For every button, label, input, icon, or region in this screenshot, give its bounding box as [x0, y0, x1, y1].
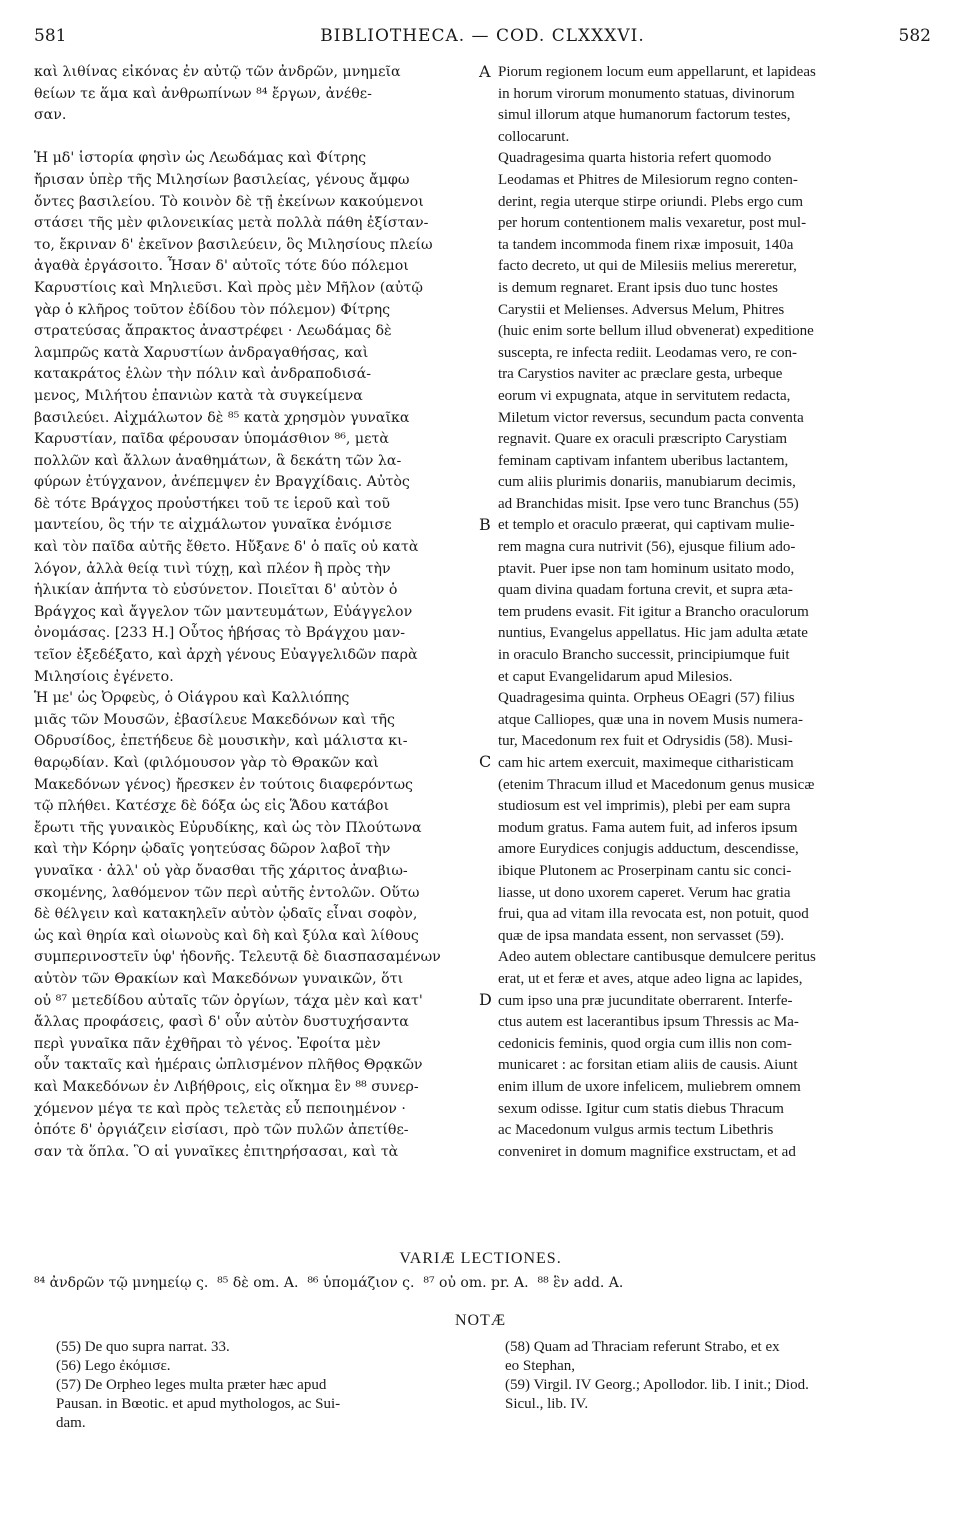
- greek-text-line: λαμπρῶς κατὰ Χαρυστίων ἀνδραγαθήσας, καὶ: [34, 344, 369, 361]
- greek-text-line: καὶ τὸν παῖδα αὐτῆς ἔθετο. Ηὔξανε δ' ὁ παῖς οὐ κατὰ: [34, 539, 419, 556]
- greek-text-line: μιᾶς τῶν Μουσῶν, ἐβασίλευε Μακεδόνων καὶ τῆς: [34, 711, 395, 728]
- latin-text-line: cum aliis plurimis donariis, manubiarum decimis,: [498, 474, 796, 491]
- greek-text-line: σαν.: [34, 107, 67, 124]
- latin-text-line: erat, ut et feræ et aves, atque adeo ligna ac lapides,: [498, 970, 803, 987]
- note-line: Pausan. in Bœotic. et apud mythologos, ac Sui-: [56, 1396, 341, 1412]
- latin-text-line: et templo et oraculo præerat, qui captivam mulie-: [498, 517, 795, 534]
- latin-text-line: feminam captivam infantem uberibus lactantem,: [498, 452, 789, 469]
- greek-text-line: στάσει τῆς μὲν φιλονεικίας μετὰ πολλὰ πάθη ἐξίσταν-: [34, 215, 429, 232]
- greek-text-line: ὡς καὶ θηρία καὶ οἰωνοὺς καὶ δὴ καὶ ξύλα καὶ λίθους: [34, 927, 419, 944]
- greek-text-line: λόγον, ἀλλὰ θείᾳ τινὶ τύχῃ, καὶ πλέον ἢ πρὸς τὴν: [34, 560, 391, 577]
- greek-text-line: τεῖον ἐξεδέξατο, καὶ ἀρχὴ γένους Εὐαγγελιδῶν παρὰ: [34, 647, 418, 664]
- greek-text-line: γυναῖκα · ἀλλ' οὐ γὰρ ὄνασθαι τῆς χάριτος ἀναβιω-: [34, 862, 408, 879]
- greek-text-line: συμπερινοστεῖν ὑφ' ἡδονῆς. Τελευτᾷ δὲ διασπασαμένων: [34, 949, 441, 966]
- section-marker: D: [479, 990, 492, 1009]
- greek-text-line: δὲ τότε Βράγχος προὐστήκει τοῦ τε ἱεροῦ καὶ τοῦ: [34, 495, 391, 512]
- greek-text-line: Ἡ με' ὡς Ὀρφεὺς, ὁ Οἰάγρου καὶ Καλλιόπης: [34, 690, 350, 707]
- greek-text-line: γὰρ ὁ κλῆρος τοῦτον ἐδίδου τὸν πόλεμον) Φίτρης: [34, 301, 391, 318]
- latin-text-line: ibique Plutonem ac Proserpinam cantu sic conci-: [498, 862, 792, 879]
- greek-text-line: σκομένης, λαθόμενον τῶν περὶ αὐτῆς ἐντολῶν. Οὕτω: [34, 884, 420, 901]
- greek-text-line: φύρων ἐτύγχανον, ἀνέπεμψεν ἐν Βραγχίδαις. Αὐτὸς: [34, 474, 410, 491]
- greek-text-line: ἔρωτι τῆς γυναικὸς Εὐρυδίκης, καὶ ὡς τὸν Πλούτωνα: [34, 819, 422, 836]
- section-marker: A: [479, 62, 491, 81]
- greek-text-line: ἡλικίαν ἀπήντα τὸ εὐσύνετον. Ποιεῖται δ' αὐτὸν ὁ: [34, 582, 398, 599]
- variae-lectiones-title: VARIÆ LECTIONES.: [399, 1250, 562, 1267]
- latin-text-line: Piorum regionem locum eum appellarunt, et lapideas: [498, 64, 816, 80]
- greek-text-line: οὖν τακταῖς καὶ ἡμέραις ὡπλισμένον πλῆθος Θρᾳκῶν: [34, 1057, 423, 1074]
- greek-text-line: Ἡ μδ' ἱστορία φησὶν ὡς Λεωδάμας καὶ Φίτρης: [34, 150, 367, 167]
- greek-text-line: ὄντες βασιλείου. Τὸ κοινὸν δὲ τῇ ἐκείνων κακούμενοι: [34, 193, 424, 210]
- latin-text-line: ac Macedonum vulgus armis tectum Libethris: [498, 1122, 774, 1139]
- greek-text-line: σαν τὰ ὅπλα. Ὃ αἱ γυναῖκες ἐπιτηρήσασαι, καὶ τὰ: [34, 1143, 399, 1160]
- greek-text-line: ἀγαθὰ ἐργάσοιτο. Ἦσαν δ' αὐτοῖς τότε δύο πόλεμοι: [34, 258, 409, 275]
- greek-text-line: χόμενον μέγα τε καὶ πρὸς τελετὰς εὖ πεποιημένον ·: [34, 1100, 406, 1117]
- running-header: [34, 26, 931, 48]
- note-line: (58) Quam ad Thraciam referunt Strabo, et ex: [505, 1339, 780, 1355]
- notes-left: [56, 1338, 486, 1433]
- latin-text-line: enim illum de uxore infelicem, muliebrem omnem: [498, 1078, 801, 1095]
- section-marker: C: [479, 752, 492, 771]
- latin-text-line: (huic enim sorte bellum illud obvenerat) expeditione: [498, 323, 814, 340]
- latin-text-line: collocarunt.: [498, 128, 570, 145]
- latin-text-line: tem prudens evasit. Fit igitur a Brancho oraculorum: [498, 603, 809, 620]
- variae-lectiones-text: ⁸⁴ ἀνδρῶν τῷ μνημείῳ ς. ⁸⁵ δὲ om. A. ⁸⁶ ὑπομάζιον ς. ⁸⁷ οὐ om. pr. A. ⁸⁸ ἓν add. A.: [34, 1275, 624, 1291]
- greek-text-line: ἄλλας προφάσεις, φασὶ δ' οὖν αὐτὸν δυστυχήσαντα: [34, 1014, 409, 1031]
- page-number-left: 581: [34, 26, 67, 46]
- latin-text-line: regnavit. Quare ex oraculi præscripto Carystiam: [498, 431, 788, 448]
- latin-text-line: per horum contentionem malis vexaretur, post mul-: [498, 215, 807, 232]
- latin-text-line: tra Carystios naviter ac præclare gesta, urbeque: [498, 366, 783, 383]
- latin-text-line: tur, Macedonum rex fuit et Odrysidis (58). Musi-: [498, 733, 793, 750]
- section-marker: B: [479, 515, 491, 534]
- greek-text-line: καὶ Μακεδόνων ἐν Λιβήθροις, εἰς οἴκημα ἓν ⁸⁸ συνερ-: [34, 1078, 419, 1095]
- running-title: BIBLIOTHECA. — COD. CLXXXVI.: [320, 26, 645, 46]
- latin-text-line: ad Branchidas misit. Ipse vero tunc Branchus (55): [498, 495, 799, 512]
- notae-title: NOTÆ: [454, 1312, 507, 1329]
- greek-text-line: καὶ τὴν Κόρην ᾠδαῖς γοητεύσας δῶρον λαβοῖ τὴν: [34, 841, 391, 858]
- latin-text-line: facto decreto, ut qui de Milesiis melius mereretur,: [498, 258, 797, 275]
- greek-text-line: θείων τε ἅμα καὶ ἀνθρωπίνων ⁸⁴ ἔργων, ἀνέθε-: [34, 85, 372, 102]
- greek-text-line: τῷ πλήθει. Κατέσχε δὲ δόξα ὡς εἰς Ἅδου κατάβοι: [34, 798, 390, 815]
- greek-text-line: ὀνομάσας. [233 Η.] Οὗτος ἡβήσας τὸ Βράγχου μαν-: [34, 625, 406, 642]
- latin-text-line: atque Calliopes, quæ una in novem Musis numera-: [498, 711, 803, 728]
- latin-text-line: quam divina quadam fortuna crevit, et supra æta-: [498, 582, 793, 599]
- note-line: dam.: [56, 1415, 86, 1431]
- note-line: (56) Lego ἐκόμισε.: [56, 1358, 171, 1374]
- greek-text-line: ἤρισαν ὑπὲρ τῆς Μιλησίων βασιλείας, γένους ἄμφω: [34, 171, 410, 188]
- greek-column: [34, 62, 490, 1163]
- latin-text-line: Adeo autem oblectare cantibusque demulcere peritus: [498, 949, 816, 966]
- latin-text-line: frui, qua ad vitam illa revocata est, non potuit, quod: [498, 906, 809, 923]
- greek-text-line: Καρυστίαν, παῖδα φέρουσαν ὑπομάσθιον ⁸⁶, μετὰ: [34, 431, 389, 448]
- greek-text-line: Καρυστίοις καὶ Μηλιεῦσι. Καὶ πρὸς μὲν Μῆλον (αὐτῷ: [34, 279, 423, 296]
- latin-text-line: in oraculo Brancho successit, principiumque fuit: [498, 647, 790, 664]
- latin-text-line: is demum regnaret. Erant ipsis duo tunc hostes: [498, 279, 778, 296]
- latin-text-line: ctus autem est lacerantibus ipsum Thressis ac Ma-: [498, 1014, 799, 1031]
- greek-text-line: Οδρυσίδος, ἐπετήδευε δὲ μουσικὴν, καὶ μάλιστα κι-: [34, 733, 408, 750]
- note-line: (59) Virgil. IV Georg.; Apollodor. lib. I init.; Diod.: [505, 1377, 809, 1393]
- greek-text-line: μαντείου, ὃς τήν τε αἰχμάλωτον γυναῖκα ἐνόμισε: [34, 517, 392, 534]
- latin-text-line: quæ de ipsa mandata essent, non servasset (59).: [498, 927, 785, 944]
- latin-text-line: sexum odisse. Igitur cum statis diebus Thracum: [498, 1100, 784, 1117]
- greek-text-line: περὶ γυναῖκα πᾶν ἐχθῆραι τὸ γένος. Ἐφοίτα μὲν: [34, 1035, 381, 1052]
- latin-text-line: rem magna cura nutrivit (56), ejusque filium ado-: [498, 539, 796, 556]
- latin-text-line: derint, regia uterque stirpe oriundi. Plebs ergo cum: [498, 193, 804, 210]
- latin-text-line: modum gratus. Fama autem fuit, ad inferos ipsum: [498, 819, 798, 836]
- greek-text-line: ὁπότε δ' ὀργιάζειν εἰσίασι, πρὸ τῶν πυλῶν ἀπετίθε-: [34, 1122, 409, 1139]
- page-number-right: 582: [898, 26, 931, 46]
- greek-text-line: Μακεδόνων γένος) ἤρεσκεν ἐν τούτοις διαφερόντως: [34, 776, 413, 793]
- greek-text-line: στρατεύσας ἄπρακτος ἀναστρέφει · Λεωδάμας δὲ: [34, 323, 392, 340]
- greek-text-line: μενος, Μιλήτου ἐπανιὼν κατὰ τὰ συγκείμενα: [34, 387, 363, 404]
- latin-text-line: Quadragesima quinta. Orpheus OEagri (57) filius: [498, 690, 795, 707]
- greek-text-line: αὐτὸν τῶν Θρακίων καὶ Μακεδόνων γυναικῶν, ὅτι: [34, 970, 404, 987]
- greek-text-line: βασιλεύει. Αἰχμάλωτον δὲ ⁸⁵ κατὰ χρησμὸν γυναῖκα: [34, 409, 410, 426]
- latin-text-line: ta tandem incommoda finem rixæ imposuit, 140a: [498, 236, 794, 253]
- note-line: (57) De Orpheo leges multa præter hæc apud: [56, 1377, 327, 1393]
- greek-text-line: το, ἔκριναν δ' ἐκεῖνον βασιλεύειν, ὃς Μιλησίους πλείω: [34, 236, 433, 253]
- note-line: Sicul., lib. IV.: [505, 1396, 589, 1412]
- greek-text-line: Βράγχος καὶ ἄγγελον τῶν μαντευμάτων, Εὐάγγελον: [34, 603, 413, 620]
- latin-text-line: amore Eurydices conjugis adductum, descendisse,: [498, 841, 799, 858]
- latin-text-line: cum ipso una præ jucunditate oberrarent. Interfe-: [498, 992, 793, 1009]
- latin-text-line: nuntius, Evangelus appellatus. Hic jam adulta ætate: [498, 625, 808, 642]
- latin-text-line: studiosum est vel imprimis), plebi per eam supra: [498, 798, 791, 815]
- greek-text-line: [34, 127, 490, 149]
- note-line: eo Stephan,: [505, 1358, 575, 1374]
- greek-text-line: οὐ ⁸⁷ μετεδίδου αὐταῖς τῶν ὀργίων, τάχα μὲν καὶ κατ': [34, 992, 423, 1009]
- latin-text-line: eorum vi expugnata, atque in servitutem redacta,: [498, 387, 791, 404]
- latin-text-line: municaret : ac forsitan etiam aliis de causis. Aiunt: [498, 1057, 798, 1074]
- latin-text-line: et caput Evangelidarum apud Milesios.: [498, 668, 733, 685]
- greek-text-line: κατακράτος ἑλὼν τὴν πόλιν καὶ ἀνδραποδισά-: [34, 366, 372, 383]
- latin-column: [498, 62, 930, 1163]
- latin-text-line: Miletum victor reversus, secundum pacta conventa: [498, 409, 804, 426]
- latin-text-line: in horum virorum monumento statuas, divinorum: [498, 85, 795, 102]
- greek-text-line: θαρῳδίαν. Καὶ (φιλόμουσον γὰρ τὸ Θρακῶν καὶ: [34, 755, 379, 771]
- notes-right: [505, 1338, 935, 1414]
- greek-text-line: πολλῶν καὶ ἄλλων ἀναθημάτων, ἃ δεκάτη τῶν λα-: [34, 452, 402, 469]
- latin-text-line: liasse, ut dono uxorem caperet. Verum hac gratia: [498, 884, 791, 901]
- latin-text-line: (etenim Thracum illud et Macedonum genus musicæ: [498, 776, 815, 793]
- latin-text-line: suscepta, re infecta rediit. Leodamas vero, re con-: [498, 344, 798, 361]
- latin-text-line: cedonicis feminis, quod orgia cum illis non com-: [498, 1035, 792, 1052]
- latin-text-line: ptavit. Puer ipse non tam hominum usitato modo,: [498, 560, 795, 577]
- greek-text-line: καὶ λιθίνας εἰκόνας ἐν αὐτῷ τῶν ἀνδρῶν, μνημεῖα: [34, 64, 401, 80]
- latin-text-line: cam hic artem exercuit, maximeque citharisticam: [498, 755, 794, 771]
- latin-text-line: Quadragesima quarta historia refert quomodo: [498, 150, 772, 167]
- latin-text-line: conveniret in domum magnifice exstructam, et ad: [498, 1143, 796, 1160]
- latin-text-line: Leodamas et Phitres de Milesiorum regno conten-: [498, 171, 798, 188]
- latin-text-line: Carystii et Melienses. Adversus Melum, Phitres: [498, 301, 785, 318]
- note-line: (55) De quo supra narrat. 33.: [56, 1339, 230, 1355]
- greek-text-line: Μιλησίοις ἐγένετο.: [34, 668, 174, 685]
- greek-text-line: δὲ θέλγειν καὶ κατακηλεῖν αὐτὸν ᾠδαῖς εἶναι σοφὸν,: [34, 906, 418, 923]
- latin-text-line: simul illorum atque humanorum factorum testes,: [498, 107, 791, 124]
